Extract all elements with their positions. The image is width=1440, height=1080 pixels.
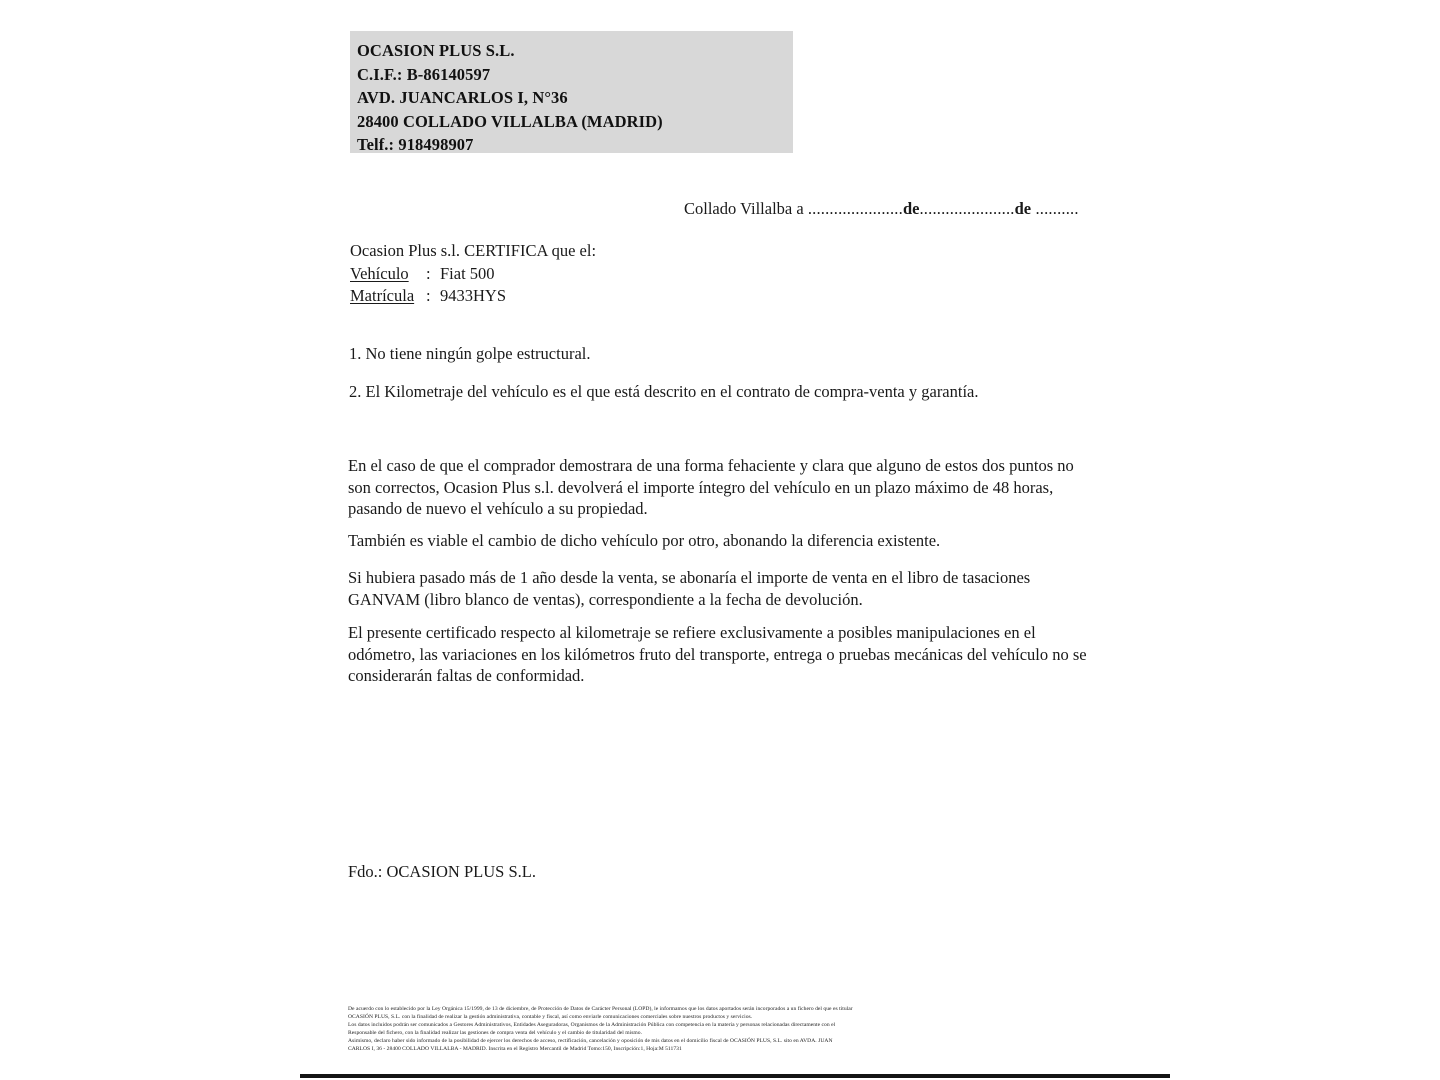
body-paragraph-refund: En el caso de que el comprador demostrara de una forma fehaciente y clara que alguno de estos dos puntos no son correctos, Ocasion Plus s.l. devolverá el importe íntegro del vehículo en un plazo máximo de 48 horas, pasando de nuevo el vehículo a su propiedad. [348,456,1074,518]
page-bottom-rule [300,1074,1170,1078]
legal-footer-line: CARLOS I, 36 - 28400 COLLADO VILLALBA - MADRID. Inscrita en el Registro Mercantil de Madrid Tomo:150, Inscripción:1, Hoja:M 511731 [348,1046,682,1053]
body-paragraph-ganvam: Si hubiera pasado más de 1 año desde la venta, se abonaría el importe de venta en el libro de tasaciones GANVAM (libro blanco de ventas), correspondiente a la fecha de devolución. [348,568,1031,609]
vehicle-field-row [350,263,596,286]
legal-footer-line: Responsable del fichero, con la finalidad realizar las gestiones de compra venta del vehículo y el cambio de titularidad del mismo. [348,1030,643,1037]
certifies-block [350,240,596,308]
dateline-day-blank: ...................... [807,199,903,218]
legal-footer-line: De acuerdo con lo establecido por la Ley Orgánica 15/1999, de 13 de diciembre, de Protección de Datos de Carácter Personal (LOPD), le informamos que los datos aportados serán incorporados a un fichero del que es titular [348,1006,853,1012]
vehicle-field-value: Fiat 500 [440,263,495,283]
certified-point-2: 2. El Kilometraje del vehículo es el que está descrito en el contrato de compra-venta y garantía. [349,382,979,401]
body-paragraph-exchange: También es viable el cambio de dicho vehículo por otro, abonando la diferencia existente. [348,531,941,550]
dateline-month-blank: ...................... [919,199,1015,218]
dateline [684,198,1079,219]
plate-field-value: 9433HYS [440,286,507,305]
certifies-heading: Ocasion Plus s.l. CERTIFICA que el: [350,241,597,260]
legal-footer-line: Asimismo, declaro haber sido informado de la posibilidad de ejercer los derechos de acceso, rectificación, cancelación y oposición de mis datos en el domicilio fiscal de OCASIÓN PLUS, S.L. sito en AVDA. JUAN [348,1038,833,1045]
certified-point-1: 1. No tiene ningún golpe estructural. [349,344,591,363]
vehicle-field-label: Vehículo [350,263,409,283]
dateline-year-blank: .......... [1031,199,1079,218]
company-name: OCASION PLUS S.L. [357,41,515,60]
plate-field-label: Matrícula [350,286,415,305]
company-letterhead-block [350,31,793,153]
legal-footer-line: Los datos incluidos podrán ser comunicados a Gestores Administrativos, Entidades Aseguradoras, Organismos de la Administración Pública con competencia en la materia y personas relacionadas directamente con el [348,1022,836,1029]
vehicle-field-separator: : [426,263,431,283]
company-cif: C.I.F.: B-86140597 [357,64,491,84]
dateline-city: Collado Villalba a [684,199,808,218]
body-paragraph-odometer-scope: El presente certificado respecto al kilometraje se refiere exclusivamente a posibles manipulaciones en el odómetro, las variaciones en los kilómetros fruto del transporte, entrega o pruebas mecánicas del vehículo no se considerarán faltas de conformidad. [348,623,1087,685]
plate-field-separator: : [426,286,431,305]
company-phone: Telf.: 918498907 [357,135,474,154]
dateline-de-2: de [1014,199,1032,218]
legal-footer-block [348,1005,1096,1053]
plate-field-row [350,285,596,308]
dateline-de-1: de [902,199,920,218]
company-street-address: AVD. JUANCARLOS I, N°36 [357,88,568,107]
legal-footer-line: OCASIÓN PLUS, S.L. con la finalidad de realizar la gestión administrativa, contable y fiscal, así como enviarle comunicaciones comerciales sobre nuestros productos y servicios. [348,1014,753,1021]
company-city-postal: 28400 COLLADO VILLALBA (MADRID) [357,111,663,131]
signature-line: Fdo.: OCASION PLUS S.L. [348,862,536,881]
